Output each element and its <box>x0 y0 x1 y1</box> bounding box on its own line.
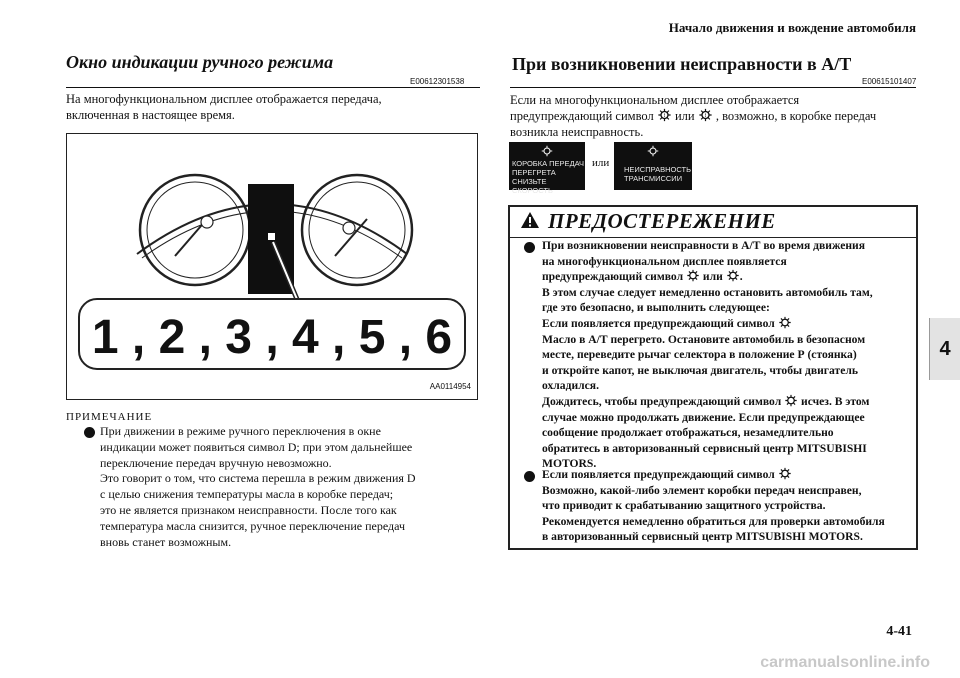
at-malfunction-warning-icon <box>778 467 792 480</box>
left-intro <box>66 91 486 123</box>
figure-code: AA0114954 <box>429 382 471 391</box>
warning-title: ПРЕДОСТЕРЕЖЕНИЕ <box>520 209 776 234</box>
right-intro-line: возникла неисправность. <box>510 125 644 139</box>
watermark: carmanualsonline.info <box>760 654 930 671</box>
right-heading: При возникновении неисправности в А/Т <box>512 54 852 74</box>
display-gear-warning-icon <box>647 145 659 157</box>
note-line: При движении в режиме ручного переключения в окне <box>100 424 381 438</box>
at-malfunction-warning-icon <box>698 108 713 122</box>
warning-bullet-icon <box>524 471 535 482</box>
display-text-line: КОРОБКА ПЕРЕДАЧ <box>512 159 585 168</box>
manual-mode-figure <box>66 133 478 400</box>
note-body <box>100 424 490 550</box>
at-overheat-warning-icon <box>778 316 792 329</box>
display-gear-warning-icon <box>541 145 553 157</box>
note-line: Это говорит о том, что система перешла в режим движения D <box>100 471 416 486</box>
note-line: температура масла снизится, ручное переключение передач <box>100 518 405 533</box>
at-overheat-warning-icon <box>784 394 798 407</box>
right-intro <box>510 92 930 140</box>
svg-text:!: ! <box>663 112 666 119</box>
svg-text:!: ! <box>704 112 707 119</box>
warning-box <box>508 205 918 550</box>
note-bullet-icon <box>84 427 95 438</box>
warning-item-2: Если появляется предупреждающий символ Возможно, какой-либо элемент коробки передач неисправен, что приводит к срабатыванию защитного устройства. Рекомендуется немедленно обратиться для проверки автомобиля в авторизованный сервисный центр MITSUBISHI MOTORS. <box>542 468 885 544</box>
overheat-display-thumbnail <box>509 142 585 195</box>
left-intro-line: На многофункциональном дисплее отображается передача, <box>66 92 382 106</box>
or-label: или <box>592 157 610 169</box>
display-text-line: НЕИСПРАВНОСТЬ <box>624 165 692 174</box>
page-number: 4-41 <box>886 624 912 639</box>
at-malfunction-warning-icon <box>726 269 740 282</box>
note-line: переключение передач вручную невозможно. <box>100 455 332 470</box>
warning-item-1: При возникновении неисправности в А/Т во время движения на многофункциональном дисплее появляется предупреждающий символ или . В этом случае следует немедленно остановить автомобиль там, где это безопасно, и выполнить следующее: Если появляется предупреждающий символ Масло в А/Т перегрето. Остановите автомобиль в безопасном месте, переведите рычаг селектора в положение Р (стоянка) и откройте капот, не выключая двигатель, чтобы двигатель охладился. Дождитесь, чтобы предупреждающий символ исчез. В этом случае можно продолжать движение. Если предупреждающее сообщение продолжает отображаться, незамедлительно обратитесь в авторизованный сервисный центр MITSUBISHI MOTORS. <box>542 239 873 471</box>
note-line: это не является признаком неисправности. После того как <box>100 502 397 517</box>
chapter-tab: 4 <box>929 318 960 380</box>
note-line: индикации может появиться символ D; при этом дальнейшее <box>100 439 413 454</box>
warning-bullet-icon <box>524 242 535 253</box>
left-intro-line: включенная в настоящее время. <box>66 108 235 122</box>
left-heading: Окно индикации ручного режима <box>66 52 334 72</box>
note-line: вновь станет возможным. <box>100 534 232 549</box>
at-overheat-warning-icon <box>686 269 700 282</box>
warning-triangle-icon <box>520 211 540 229</box>
right-intro-line: предупреждающий символ ! или ! , возможно, в коробке передач <box>510 109 877 123</box>
right-heading-rule <box>510 87 916 88</box>
left-section-code: E00612301538 <box>410 77 465 86</box>
note-line: с целью снижения температуры масла в коробке передач; <box>100 487 394 502</box>
right-intro-line: Если на многофункциональном дисплее отображается <box>510 93 800 107</box>
malfunction-display-thumbnail <box>614 142 692 190</box>
display-text-line: СНИЗЬТЕ СКОРОСТЬ <box>512 177 553 195</box>
right-section-code: E00615101407 <box>862 77 917 86</box>
gear-sequence-text: 1 , 2 , 3 , 4 , 5 , 6 <box>91 311 453 364</box>
left-heading-rule <box>66 87 480 88</box>
running-header: Начало движения и вождение автомобиля <box>668 20 916 35</box>
at-overheat-warning-icon <box>657 108 672 122</box>
display-text-line: ПЕРЕГРЕТА <box>512 168 556 177</box>
display-text-line: ТРАНСМИССИИ <box>624 174 683 183</box>
note-heading: ПРИМЕЧАНИЕ <box>66 411 153 423</box>
instrument-cluster-illustration <box>67 134 477 399</box>
